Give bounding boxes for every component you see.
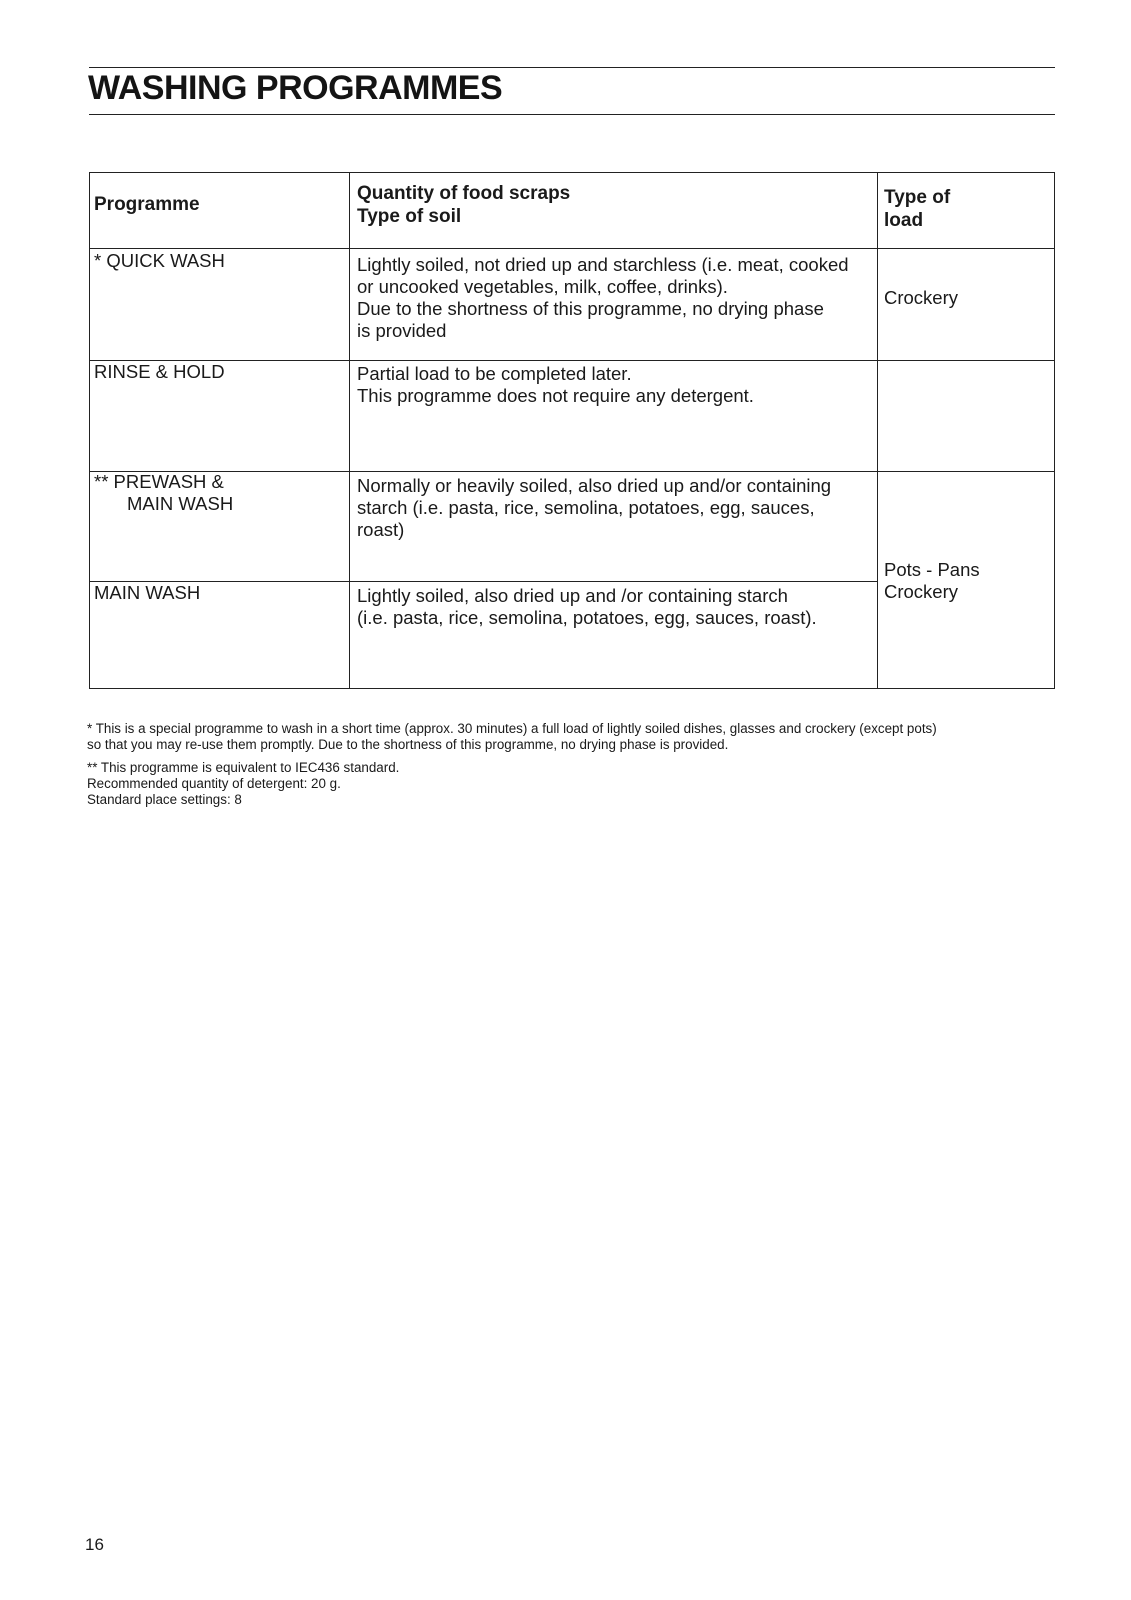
soil-line: is provided (357, 320, 447, 341)
row-divider-3 (89, 581, 877, 582)
load-quick-wash (884, 287, 958, 309)
column-divider-2 (877, 172, 878, 688)
soil-rinse-hold (357, 363, 754, 407)
programme-name: RINSE & HOLD (94, 361, 225, 382)
header-load (884, 186, 950, 232)
soil-line: Normally or heavily soiled, also dried up and/or containing (357, 475, 832, 496)
table-border-left (89, 172, 90, 688)
footnote-quick-wash-continued: so that you may re-use them promptly. Due to the shortness of this programme, no drying phase is provided. (87, 737, 729, 752)
soil-prewash-main-wash (357, 475, 831, 541)
footnote-detergent: Recommended quantity of detergent: 20 g. (87, 776, 341, 791)
footnote-place-settings: Standard place settings: 8 (87, 792, 242, 807)
programme-name-line-2: MAIN WASH (127, 493, 234, 514)
load-type: Crockery (884, 581, 959, 602)
page-number: 16 (85, 1535, 104, 1554)
page-title: WASHING PROGRAMMES (88, 69, 503, 107)
programme-quick-wash (94, 250, 225, 272)
footnote-standard: ** This programme is equivalent to IEC436 standard. (87, 760, 400, 775)
header-load-line-2: load (884, 210, 924, 231)
soil-line: Due to the shortness of this programme, no drying phase (357, 298, 824, 319)
programme-name: ** PREWASH & (94, 471, 224, 492)
header-soil (357, 182, 570, 228)
load-type: Crockery (884, 287, 959, 308)
programmes-table (89, 172, 1055, 708)
programme-name: MAIN WASH (94, 582, 201, 603)
soil-line: This programme does not require any detergent. (357, 385, 754, 406)
header-programme-label: Programme (94, 194, 200, 215)
table-border-bottom (89, 688, 1055, 689)
soil-quick-wash (357, 254, 849, 342)
load-type: Pots - Pans (884, 559, 980, 580)
table-border-top (89, 172, 1055, 173)
soil-line: Lightly soiled, not dried up and starchless (i.e. meat, cooked (357, 254, 849, 275)
header-soil-line-2: Type of soil (357, 206, 462, 227)
soil-line: starch (i.e. pasta, rice, semolina, potatoes, egg, sauces, (357, 497, 815, 518)
soil-line: roast) (357, 519, 405, 540)
header-divider (89, 248, 1055, 249)
header-soil-line-1: Quantity of food scraps (357, 183, 571, 204)
load-pots-crockery (884, 559, 980, 603)
soil-line: (i.e. pasta, rice, semolina, potatoes, egg, sauces, roast). (357, 607, 817, 628)
programme-rinse-hold (94, 361, 225, 383)
column-divider-1 (349, 172, 350, 688)
soil-main-wash (357, 585, 817, 629)
programme-name: * QUICK WASH (94, 250, 225, 271)
title-rule-bottom (89, 114, 1055, 115)
header-programme (94, 193, 200, 216)
soil-line: Partial load to be completed later. (357, 363, 632, 384)
programme-main-wash (94, 582, 200, 604)
row-divider-2 (89, 471, 1055, 472)
soil-line: Lightly soiled, also dried up and /or containing starch (357, 585, 788, 606)
footnote-quick-wash: * This is a special programme to wash in a short time (approx. 30 minutes) a full load of lightly soiled dishes, glasses and crockery (except pots) (87, 721, 937, 736)
row-divider-1 (89, 360, 1055, 361)
header-load-line-1: Type of (884, 187, 951, 208)
soil-line: or uncooked vegetables, milk, coffee, drinks). (357, 276, 728, 297)
table-border-right (1054, 172, 1055, 688)
footnotes (87, 721, 1062, 808)
programme-prewash-main-wash (94, 471, 233, 515)
